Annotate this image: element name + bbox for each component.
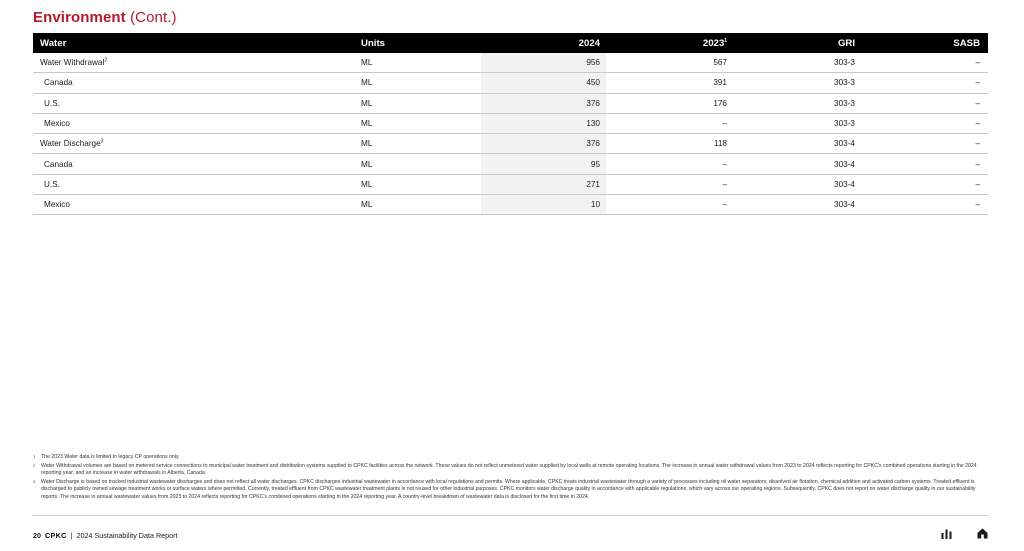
footnote-number: 1 — [33, 454, 36, 459]
row-units: ML — [361, 93, 481, 113]
header-2023 — [606, 33, 727, 53]
page-number: 20 — [33, 531, 41, 540]
row-gri: 303-4 — [727, 154, 855, 174]
header-2023-label: 2023 — [702, 37, 725, 49]
table-row — [33, 53, 988, 73]
page-title-main: Environment — [33, 9, 126, 26]
row-units: ML — [361, 174, 481, 194]
row-value-2024: 271 — [481, 174, 606, 194]
footnote-text: The 2023 Water data is limited to legacy CP operations only. — [41, 454, 180, 460]
row-value-2023: 118 — [606, 134, 727, 154]
row-units: ML — [361, 113, 481, 133]
report-title: 2024 Sustainability Data Report — [76, 531, 178, 540]
row-value-2023: – — [606, 174, 727, 194]
row-gri: 303-3 — [727, 113, 855, 133]
header-units: Units — [361, 33, 481, 53]
table-row — [33, 154, 988, 174]
row-gri: 303-4 — [727, 134, 855, 154]
row-value-2023: 391 — [606, 73, 727, 93]
footnote-text: Water Discharge is based on tracked industrial wastewater discharges and does not reflect all water discharges. CPKC discharges industrial wastewater in accordance with local regulations and permits. Where applicable, CPKC treats industrial wastewater through a variety of processes including oil water separators, dissolved air flotation, chemical addition and activated carbon systems. Treated effluent is discharged to publicly owned sewage treatment works or surface waters where permitted. Currently, treated effluent from CPKC wastewater treatment plants is not reused for other industrial purposes. CPKC monitors water discharge quality in accordance with applicable regulations, which vary across our operating regions. Subsequently, CPKC does not report on water discharge quality in our sustainability reports. The increase in annual wastewater values from 2023 to 2024 reflects reporting for CPKC's combined operations starting in the 2024 reporting year. A country-level breakdown of wastewater data is disclosed for the first time in 2024. — [41, 478, 976, 500]
footer-divider — [33, 515, 988, 516]
footnote-ref: 2 — [104, 57, 108, 64]
brand-name: CPKC — [45, 531, 67, 540]
row-label: Canada — [33, 154, 361, 174]
row-label: U.S. — [33, 93, 361, 113]
row-label-text: Water Discharge — [40, 139, 101, 149]
table-row — [33, 195, 988, 215]
footnote-3 — [33, 479, 988, 502]
row-units: ML — [361, 53, 481, 73]
row-value-2023: – — [606, 195, 727, 215]
footer-separator: | — [70, 531, 73, 540]
page-footer — [33, 531, 178, 540]
footnote-1 — [33, 454, 988, 462]
row-value-2024: 130 — [481, 113, 606, 133]
row-gri: 303-3 — [727, 53, 855, 73]
header-gri: GRI — [727, 33, 855, 53]
bar-chart-icon[interactable] — [941, 529, 952, 539]
row-value-2023: – — [606, 113, 727, 133]
row-label: Canada — [33, 73, 361, 93]
row-label-text: Water Withdrawal — [40, 58, 105, 68]
table-row — [33, 134, 988, 154]
row-value-2024: 376 — [481, 134, 606, 154]
row-value-2024: 95 — [481, 154, 606, 174]
header-water: Water — [33, 33, 361, 53]
row-gri: 303-3 — [727, 93, 855, 113]
row-gri: 303-4 — [727, 174, 855, 194]
row-sasb: – — [855, 73, 988, 93]
row-sasb: – — [855, 93, 988, 113]
row-units: ML — [361, 195, 481, 215]
row-sasb: – — [855, 134, 988, 154]
footnote-text: Water Withdrawal volumes are based on metered service connections to municipal water treatment and distribution systems supplied to CPKC facilities across the network. These values do not reflect unmetered water supplied by local wells at remote operating locations. The increase in annual water withdrawal values from 2023 to 2024 reflects reporting for CPKC's combined operations starting in the 2024 reporting year, and an increase in water withdrawals in Alberta, Canada. — [41, 462, 977, 477]
footnotes — [33, 454, 988, 503]
footnote-number: 3 — [33, 478, 36, 484]
row-sasb: – — [855, 174, 988, 194]
row-value-2024: 450 — [481, 73, 606, 93]
row-sasb: – — [855, 113, 988, 133]
row-label — [33, 134, 361, 154]
row-gri: 303-4 — [727, 195, 855, 215]
row-label: U.S. — [33, 174, 361, 194]
table-row — [33, 73, 988, 93]
footnote-ref: 3 — [100, 138, 104, 145]
row-value-2023: 176 — [606, 93, 727, 113]
row-units: ML — [361, 154, 481, 174]
row-value-2024: 956 — [481, 53, 606, 73]
table-row — [33, 174, 988, 194]
row-value-2023: 567 — [606, 53, 727, 73]
row-value-2024: 10 — [481, 195, 606, 215]
header-2023-footnote-ref: 1 — [724, 37, 727, 44]
header-2024: 2024 — [481, 33, 606, 53]
row-label: Mexico — [33, 195, 361, 215]
footnote-2 — [33, 463, 988, 478]
row-sasb: – — [855, 195, 988, 215]
header-sasb: SASB — [855, 33, 988, 53]
footnote-number: 2 — [33, 462, 36, 468]
row-gri: 303-3 — [727, 73, 855, 93]
row-label: Mexico — [33, 113, 361, 133]
water-table — [33, 33, 988, 215]
row-units: ML — [361, 73, 481, 93]
row-label — [33, 53, 361, 73]
page-title — [33, 9, 177, 26]
row-value-2023: – — [606, 154, 727, 174]
row-value-2024: 376 — [481, 93, 606, 113]
table-header-row — [33, 33, 988, 53]
table-row — [33, 93, 988, 113]
row-units: ML — [361, 134, 481, 154]
table-row — [33, 113, 988, 133]
home-icon[interactable] — [977, 528, 988, 539]
page-title-cont: (Cont.) — [130, 9, 177, 26]
row-sasb: – — [855, 53, 988, 73]
row-sasb: – — [855, 154, 988, 174]
